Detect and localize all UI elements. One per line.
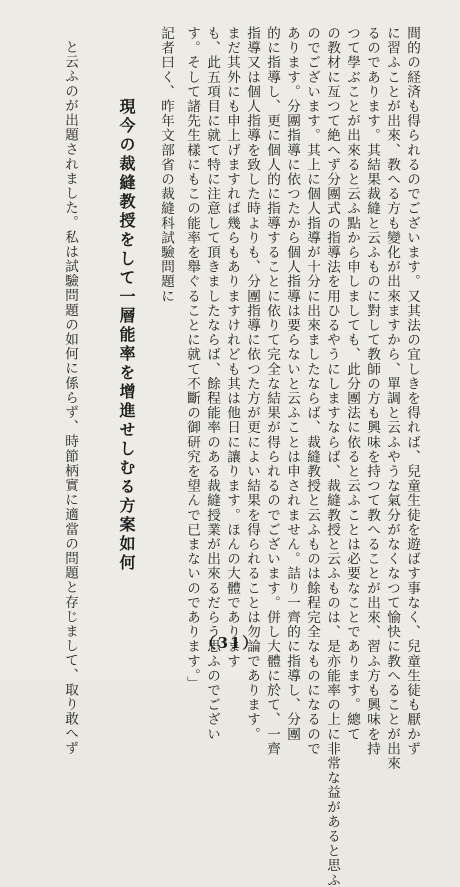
body-line: るのであります。其結果裁縫と云ふものに對して教師の方も興味を持つて教へることが出來、習ふ方も興味を持: [364, 26, 380, 756]
closing-line: と云ふのが出題されました。私は試驗問題の如何に係らず、時節柄實に適當の問題と存じまして、取り敢へず: [62, 40, 78, 756]
body-line: のでございます。其上に個人指導が十分に出來ましたならば、裁縫教授と云ふものは餘程完全なものになるので: [304, 26, 320, 756]
body-line: に習ふことが出來、教へる方も變化が出來ますから、單調と云ふやうな氣分がなくなつて愉快に教へることが出來: [384, 26, 400, 771]
exam-question-title: 現今の裁縫教授をして一層能率を增進せしむる方案如何: [117, 98, 136, 573]
body-line: つて學ぶことが出來ると云ふ點から申しましても、此分團法に依ると云ふことは必要なことであります。總て: [344, 26, 360, 742]
body-line: 間的の経済も得られるのでございます。又其法の宜しきを得れば、兒童生徒を遊ばす事なく、兒童生徒も厭かず: [404, 26, 420, 756]
body-line: まだ其外にも申上げますれば幾らもありますけれども其は他日に讓ります。ほんの大體であります: [224, 26, 240, 669]
body-line: の教材に亙つて絶へず分團式の指導法を用ひるやうにしますならば、裁縫教授と云ふものは、是亦能率の上に非常な益があると思ふ: [324, 26, 340, 887]
body-line: あります。分團指導に依つたから個人指導は要らないと云ふことは申されません。詰り一齊的に指導し、分團: [284, 26, 300, 742]
body-line: も、此五項目に就て特に注意して頂きましたならば、餘程能率のある裁縫授業が出來るだらう思ふのでござい: [204, 26, 220, 742]
page-number: （31）: [200, 634, 260, 652]
body-line: す。そして諸先生樣にもこの能率を舉ぐることに就て不斷の御研究を望んで已まないのであります。」: [184, 26, 200, 691]
editor-note: 記者曰く、昨年文部省の裁縫科試驗問題に: [158, 26, 174, 304]
body-line: 的に指導し、更に個人的に指導することに依りて完全な結果が得られるのでございます。併し大體に於て、一齊: [264, 26, 280, 756]
body-line: 指導又は個人指導を致した時よりも、分團指導に依つた方が更によい結果を得られることは勿論であります。: [244, 26, 260, 742]
